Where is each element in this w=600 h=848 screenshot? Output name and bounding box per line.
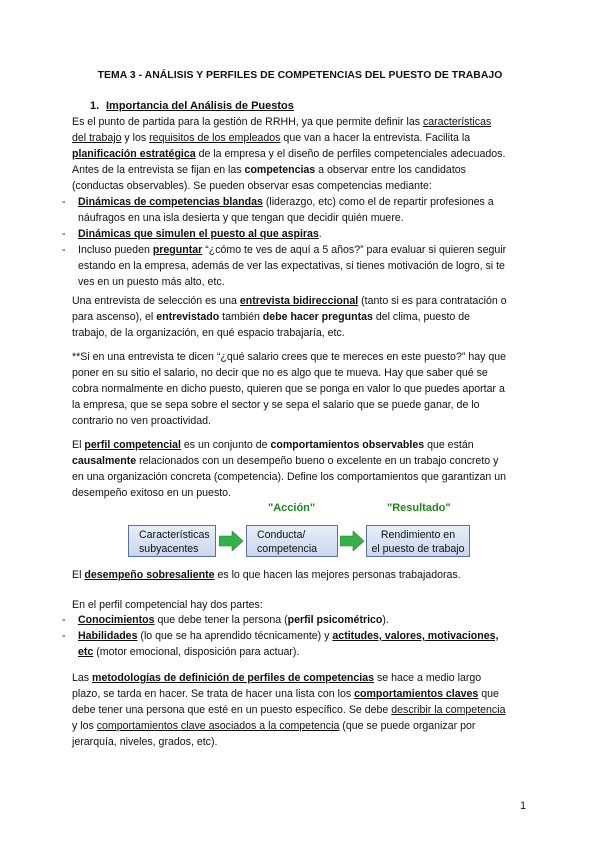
bullet-dash: -	[62, 630, 66, 642]
diagram-box-underlying: Características subyacentes	[128, 525, 216, 557]
text-line: del trabajo y los requisitos de los empleados que van a hacer la entrevista. Facilita la	[72, 132, 471, 144]
paragraph-intro	[72, 114, 542, 194]
bullet-dash: -	[62, 228, 66, 240]
diagram-label-action: "Acción"	[268, 502, 316, 514]
list-item: - Conocimientos que debe tener la persona (perfil psicométrico).	[62, 614, 389, 626]
paragraph-two-parts: En el perfil competencial hay dos partes:	[72, 599, 263, 611]
diagram-box-conduct: Conducta/ competencia	[246, 525, 338, 557]
text-line: Es el punto de partida para la gestión de RRHH, ya que permite definir las características	[72, 116, 492, 128]
section-number: 1.	[90, 100, 100, 112]
list-item: - Dinámicas que simulen el puesto al que aspiras.	[62, 228, 322, 240]
paragraph-outstanding-performance: El desempeño sobresaliente es lo que hacen las mejores personas trabajadoras.	[72, 569, 461, 581]
diagram-box-performance: Rendimiento en el puesto de trabajo	[366, 525, 470, 557]
diagram-label-result: "Resultado"	[387, 502, 451, 514]
text-line: Antes de la entrevista se fijan en las competencias a observar entre los candidatos	[72, 164, 466, 176]
list-item: - Dinámicas de competencias blandas (liderazgo, etc) como el de repartir profesiones a náufragos en una isla desierta y que tengan que decidir quién muere.	[62, 196, 494, 224]
arrow-right-icon	[340, 531, 364, 551]
text-line: (conductas observables). Se pueden observar esas competencias mediante:	[72, 180, 432, 192]
arrow-right-icon	[219, 531, 243, 551]
page-number: 1	[520, 800, 526, 812]
paragraph-interview: Una entrevista de selección es una entrevista bidireccional (tanto si es para contratación o para ascenso), el entrevistado también debe hacer preguntas del clima, puesto de trabajo, de la organización, en qué espacio trabajaría, etc.	[72, 295, 507, 339]
text-line: planificación estratégica de la empresa y el diseño de perfiles competenciales adecuados.	[72, 148, 506, 160]
section-title: Importancia del Análisis de Puestos	[106, 100, 294, 112]
section-heading	[90, 100, 294, 112]
list-item: - Habilidades (lo que se ha aprendido técnicamente) y actitudes, valores, motivaciones, etc (motor emocional, disposición para actuar).	[62, 630, 499, 658]
bullet-dash: -	[62, 244, 66, 256]
list-item: - Incluso pueden preguntar “¿cómo te ves de aquí a 5 años?” para evaluar si quieren seguir estando en la empresa, además de ver las expectativas, si tienes motivación de logro, si te ves en un puesto más alto, etc.	[62, 244, 507, 288]
paragraph-competency-profile: El perfil competencial es un conjunto de comportamientos observables que están causalmente relacionados con un desempeño bueno o excelente en un trabajo concreto y en una organización concreta (competencia). Define los comportamientos que garantizan un desempeño exitoso en un puesto.	[72, 439, 507, 499]
bullet-dash: -	[62, 614, 66, 626]
document-title: TEMA 3 - ANÁLISIS Y PERFILES DE COMPETENCIAS DEL PUESTO DE TRABAJO	[97, 70, 503, 81]
paragraph-salary-note: **Si en una entrevista te dicen “¿qué salario crees que te mereces en este puesto?” hay que poner en su sitio el salario, no decir que no es algo que te mueva. Hay que saber qué se cobra normalmente en dicho puesto, quieren que se ponga en valor lo que puedes aportar a la empresa, que se sepa sobre el sector y se sepa el salario que se puede ganar, de lo contrario no ven proactividad.	[72, 351, 507, 427]
bullet-dash: -	[62, 196, 66, 208]
paragraph-methodologies: Las metodologías de definición de perfiles de competencias se hace a medio largo plazo, se tarda en hacer. Se trata de hacer una lista con los comportamientos claves que debe tener una persona que esté en un puesto específico. Se debe describir la competencia y los comportamientos clave asociados a la competencia (que se puede organizar por jerarquía, niveles, grados, etc).	[72, 672, 506, 748]
